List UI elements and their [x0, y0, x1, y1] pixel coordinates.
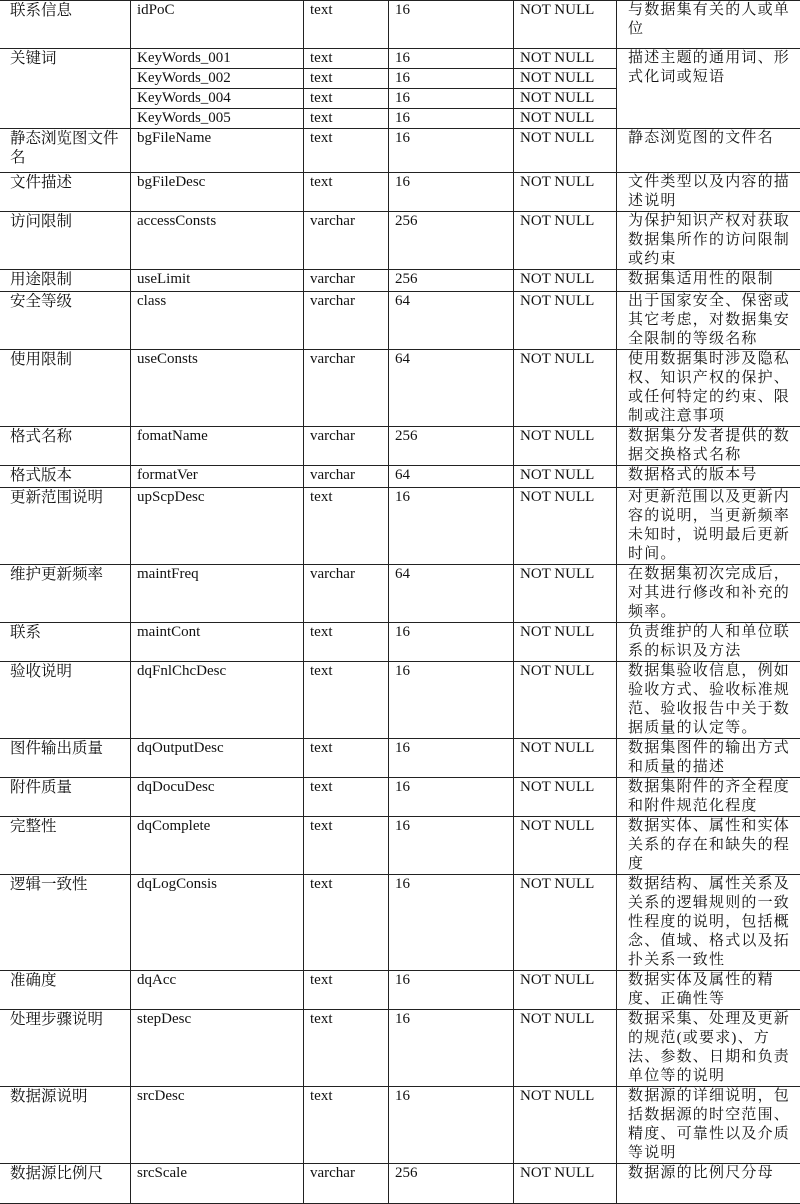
nullable-cell: NOT NULL — [514, 971, 617, 1010]
length-cell: 16 — [389, 488, 514, 565]
data-type-cell: text — [304, 875, 389, 971]
length-cell: 16 — [389, 69, 514, 89]
table-row — [0, 739, 800, 778]
field-name-cell: useLimit — [131, 270, 304, 292]
data-type-cell: varchar — [304, 565, 389, 623]
table-row — [0, 1, 800, 49]
nullable-cell: NOT NULL — [514, 129, 617, 173]
data-type-cell: text — [304, 817, 389, 875]
description-cell: 对更新范围以及更新内容的说明，当更新频率未知时，说明最后更新时间。 — [617, 488, 800, 565]
length-cell: 16 — [389, 817, 514, 875]
field-name-cell: maintCont — [131, 623, 304, 662]
nullable-cell: NOT NULL — [514, 623, 617, 662]
data-type-cell: text — [304, 662, 389, 739]
data-type-cell: text — [304, 739, 389, 778]
table-row — [0, 212, 800, 270]
data-type-cell: varchar — [304, 350, 389, 427]
field-name-cell: KeyWords_004 — [131, 89, 304, 109]
table-row — [0, 623, 800, 662]
description-cell: 负责维护的人和单位联系的标识及方法 — [617, 623, 800, 662]
field-name-cell: dqDocuDesc — [131, 778, 304, 817]
nullable-cell: NOT NULL — [514, 817, 617, 875]
description-cell: 描述主题的通用词、形式化词或短语 — [617, 49, 800, 129]
length-cell: 16 — [389, 89, 514, 109]
data-type-cell: text — [304, 173, 389, 212]
length-cell: 256 — [389, 427, 514, 466]
field-name-cell: formatVer — [131, 466, 304, 488]
chinese-name-cell: 准确度 — [0, 971, 131, 1010]
data-type-cell: text — [304, 1, 389, 49]
field-name-cell: accessConsts — [131, 212, 304, 270]
length-cell: 16 — [389, 971, 514, 1010]
field-name-cell: idPoC — [131, 1, 304, 49]
length-cell: 16 — [389, 49, 514, 69]
field-name-cell: dqOutputDesc — [131, 739, 304, 778]
nullable-cell: NOT NULL — [514, 212, 617, 270]
nullable-cell: NOT NULL — [514, 49, 617, 69]
nullable-cell: NOT NULL — [514, 89, 617, 109]
description-cell: 在数据集初次完成后，对其进行修改和补充的频率。 — [617, 565, 800, 623]
nullable-cell: NOT NULL — [514, 350, 617, 427]
data-type-cell: varchar — [304, 1164, 389, 1204]
table-row — [0, 350, 800, 427]
field-name-cell: bgFileDesc — [131, 173, 304, 212]
table-row — [0, 778, 800, 817]
table-row — [0, 1164, 800, 1204]
length-cell: 16 — [389, 1010, 514, 1087]
length-cell: 16 — [389, 173, 514, 212]
description-cell: 数据结构、属性关系及关系的逻辑规则的一致性程度的说明，包括概念、值域、格式以及拓扑关系一致性 — [617, 875, 800, 971]
data-type-cell: varchar — [304, 212, 389, 270]
chinese-name-cell: 联系 — [0, 623, 131, 662]
length-cell: 256 — [389, 212, 514, 270]
nullable-cell: NOT NULL — [514, 875, 617, 971]
nullable-cell: NOT NULL — [514, 466, 617, 488]
field-name-cell: upScpDesc — [131, 488, 304, 565]
table-row — [0, 49, 800, 69]
field-name-cell: fomatName — [131, 427, 304, 466]
length-cell: 256 — [389, 270, 514, 292]
table-row — [0, 173, 800, 212]
chinese-name-cell: 更新范围说明 — [0, 488, 131, 565]
table-row — [0, 565, 800, 623]
data-type-cell: text — [304, 971, 389, 1010]
description-cell: 数据集图件的输出方式和质量的描述 — [617, 739, 800, 778]
nullable-cell: NOT NULL — [514, 1087, 617, 1164]
data-type-cell: text — [304, 623, 389, 662]
field-name-cell: dqComplete — [131, 817, 304, 875]
table-row — [0, 1010, 800, 1087]
field-name-cell: KeyWords_005 — [131, 109, 304, 129]
field-name-cell: bgFileName — [131, 129, 304, 173]
metadata-field-table — [0, 0, 800, 1204]
chinese-name-cell: 处理步骤说明 — [0, 1010, 131, 1087]
description-cell: 静态浏览图的文件名 — [617, 129, 800, 173]
length-cell: 16 — [389, 739, 514, 778]
chinese-name-cell: 格式版本 — [0, 466, 131, 488]
table-row — [0, 488, 800, 565]
description-cell: 数据集适用性的限制 — [617, 270, 800, 292]
nullable-cell: NOT NULL — [514, 427, 617, 466]
data-type-cell: varchar — [304, 466, 389, 488]
nullable-cell: NOT NULL — [514, 1164, 617, 1204]
nullable-cell: NOT NULL — [514, 1, 617, 49]
chinese-name-cell: 文件描述 — [0, 173, 131, 212]
data-type-cell: varchar — [304, 427, 389, 466]
field-name-cell: dqLogConsis — [131, 875, 304, 971]
description-cell: 文件类型以及内容的描述说明 — [617, 173, 800, 212]
description-cell: 出于国家安全、保密或其它考虑，对数据集安全限制的等级名称 — [617, 292, 800, 350]
length-cell: 16 — [389, 129, 514, 173]
nullable-cell: NOT NULL — [514, 109, 617, 129]
field-name-cell: stepDesc — [131, 1010, 304, 1087]
description-cell: 数据采集、处理及更新的规范(或要求)、方法、参数、日期和负责单位等的说明 — [617, 1010, 800, 1087]
data-type-cell: text — [304, 1087, 389, 1164]
nullable-cell: NOT NULL — [514, 662, 617, 739]
table-row — [0, 129, 800, 173]
chinese-name-cell: 验收说明 — [0, 662, 131, 739]
nullable-cell: NOT NULL — [514, 69, 617, 89]
length-cell: 16 — [389, 623, 514, 662]
table-row — [0, 270, 800, 292]
nullable-cell: NOT NULL — [514, 565, 617, 623]
field-name-cell: KeyWords_002 — [131, 69, 304, 89]
field-name-cell: KeyWords_001 — [131, 49, 304, 69]
length-cell: 16 — [389, 778, 514, 817]
nullable-cell: NOT NULL — [514, 739, 617, 778]
chinese-name-cell: 联系信息 — [0, 1, 131, 49]
table-row — [0, 466, 800, 488]
nullable-cell: NOT NULL — [514, 270, 617, 292]
length-cell: 16 — [389, 109, 514, 129]
description-cell: 数据集分发者提供的数据交换格式名称 — [617, 427, 800, 466]
nullable-cell: NOT NULL — [514, 488, 617, 565]
length-cell: 64 — [389, 466, 514, 488]
description-cell: 数据格式的版本号 — [617, 466, 800, 488]
chinese-name-cell: 使用限制 — [0, 350, 131, 427]
data-type-cell: text — [304, 129, 389, 173]
table-row — [0, 817, 800, 875]
chinese-name-cell: 关键词 — [0, 49, 131, 129]
chinese-name-cell: 完整性 — [0, 817, 131, 875]
table-row — [0, 971, 800, 1010]
length-cell: 256 — [389, 1164, 514, 1204]
data-type-cell: text — [304, 89, 389, 109]
description-cell: 与数据集有关的人或单位 — [617, 1, 800, 49]
description-cell: 数据源的详细说明，包括数据源的时空范围、精度、可靠性以及介质等说明 — [617, 1087, 800, 1164]
table-row — [0, 1087, 800, 1164]
data-type-cell: text — [304, 49, 389, 69]
chinese-name-cell: 访问限制 — [0, 212, 131, 270]
chinese-name-cell: 维护更新频率 — [0, 565, 131, 623]
field-name-cell: maintFreq — [131, 565, 304, 623]
data-type-cell: varchar — [304, 292, 389, 350]
chinese-name-cell: 格式名称 — [0, 427, 131, 466]
description-cell: 数据集附件的齐全程度和附件规范化程度 — [617, 778, 800, 817]
field-name-cell: useConsts — [131, 350, 304, 427]
nullable-cell: NOT NULL — [514, 173, 617, 212]
data-type-cell: text — [304, 488, 389, 565]
length-cell: 16 — [389, 1, 514, 49]
description-cell: 为保护知识产权对获取数据集所作的访问限制或约束 — [617, 212, 800, 270]
description-cell: 数据集验收信息，例如验收方式、验收标准规范、验收报告中关于数据质量的认定等。 — [617, 662, 800, 739]
table-row — [0, 292, 800, 350]
description-cell: 数据源的比例尺分母 — [617, 1164, 800, 1204]
length-cell: 16 — [389, 1087, 514, 1164]
chinese-name-cell: 静态浏览图文件名 — [0, 129, 131, 173]
nullable-cell: NOT NULL — [514, 292, 617, 350]
field-name-cell: srcDesc — [131, 1087, 304, 1164]
length-cell: 64 — [389, 350, 514, 427]
chinese-name-cell: 附件质量 — [0, 778, 131, 817]
data-type-cell: varchar — [304, 270, 389, 292]
table-row — [0, 427, 800, 466]
table-row — [0, 875, 800, 971]
data-type-cell: text — [304, 778, 389, 817]
chinese-name-cell: 用途限制 — [0, 270, 131, 292]
data-type-cell: text — [304, 69, 389, 89]
description-cell: 数据实体及属性的精度、正确性等 — [617, 971, 800, 1010]
field-name-cell: dqAcc — [131, 971, 304, 1010]
field-name-cell: srcScale — [131, 1164, 304, 1204]
description-cell: 使用数据集时涉及隐私权、知识产权的保护、或任何特定的约束、限制或注意事项 — [617, 350, 800, 427]
chinese-name-cell: 逻辑一致性 — [0, 875, 131, 971]
nullable-cell: NOT NULL — [514, 778, 617, 817]
description-cell: 数据实体、属性和实体关系的存在和缺失的程度 — [617, 817, 800, 875]
table-row — [0, 662, 800, 739]
length-cell: 64 — [389, 565, 514, 623]
chinese-name-cell: 数据源比例尺 — [0, 1164, 131, 1204]
chinese-name-cell: 图件输出质量 — [0, 739, 131, 778]
chinese-name-cell: 安全等级 — [0, 292, 131, 350]
field-name-cell: dqFnlChcDesc — [131, 662, 304, 739]
length-cell: 16 — [389, 662, 514, 739]
chinese-name-cell: 数据源说明 — [0, 1087, 131, 1164]
data-type-cell: text — [304, 1010, 389, 1087]
data-type-cell: text — [304, 109, 389, 129]
length-cell: 64 — [389, 292, 514, 350]
field-name-cell: class — [131, 292, 304, 350]
length-cell: 16 — [389, 875, 514, 971]
nullable-cell: NOT NULL — [514, 1010, 617, 1087]
